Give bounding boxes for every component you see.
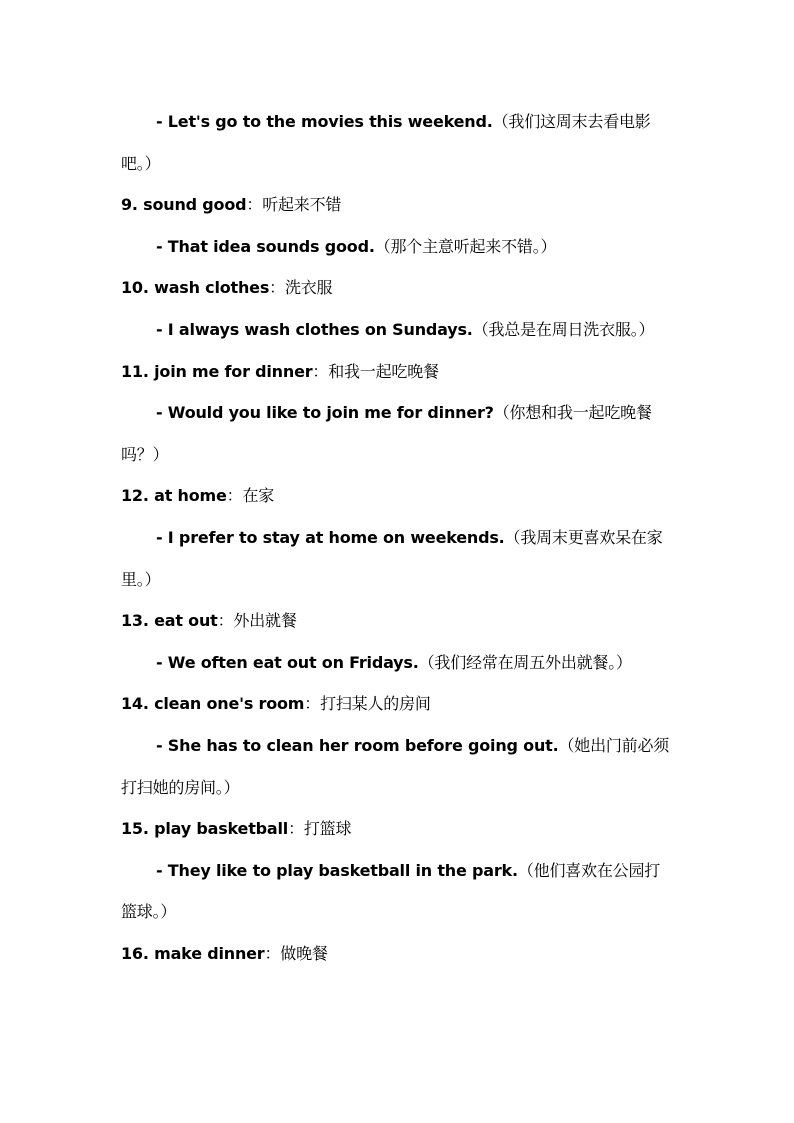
phrase-heading xyxy=(121,351,681,393)
sentence-continuation xyxy=(121,434,681,476)
chinese-text: ：打篮球 xyxy=(288,819,352,839)
phrase-heading xyxy=(121,683,681,725)
chinese-text: ：做晚餐 xyxy=(264,943,328,963)
chinese-text: ：洗衣服 xyxy=(269,278,333,298)
sentence-continuation xyxy=(121,891,681,933)
english-text: 9. sound good xyxy=(121,195,247,215)
chinese-text: （那个主意听起来不错。） xyxy=(374,236,557,256)
sentence-continuation xyxy=(121,143,681,185)
example-sentence xyxy=(121,226,681,268)
chinese-text: （我们经常在周五外出就餐。） xyxy=(418,652,632,672)
english-text: - I always wash clothes on Sundays. xyxy=(156,319,473,339)
english-text: - She has to clean her room before going out. xyxy=(156,735,559,755)
vocabulary-list xyxy=(121,101,681,974)
example-sentence xyxy=(121,725,681,767)
chinese-text: ：外出就餐 xyxy=(217,611,297,631)
english-text: - We often eat out on Fridays. xyxy=(156,652,419,672)
chinese-text: 吧。） xyxy=(121,153,161,173)
chinese-text: ：和我一起吃晚餐 xyxy=(312,361,439,381)
english-text: - That idea sounds good. xyxy=(156,236,375,256)
sentence-continuation xyxy=(121,559,681,601)
example-sentence xyxy=(121,642,681,684)
example-sentence xyxy=(121,309,681,351)
phrase-heading xyxy=(121,933,681,975)
english-text: 10. wash clothes xyxy=(121,278,270,298)
english-text: 15. play basketball xyxy=(121,819,289,839)
chinese-text: （我们这周末去看电影 xyxy=(492,112,651,131)
chinese-text: （你想和我一起吃晚餐 xyxy=(493,403,652,423)
chinese-text: （她出门前必须 xyxy=(558,735,670,755)
phrase-heading xyxy=(121,184,681,226)
chinese-text: （我周末更喜欢呆在家 xyxy=(504,527,663,547)
example-sentence xyxy=(121,101,681,143)
chinese-text: （我总是在周日洗衣服。） xyxy=(472,319,655,339)
phrase-heading xyxy=(121,808,681,850)
chinese-text: ：听起来不错 xyxy=(246,195,342,215)
english-text: - They like to play basketball in the park. xyxy=(156,860,518,880)
chinese-text: 吗？） xyxy=(121,444,169,464)
english-text: - Let's go to the movies this weekend. xyxy=(156,112,493,131)
phrase-heading xyxy=(121,267,681,309)
example-sentence xyxy=(121,850,681,892)
english-text: 11. join me for dinner xyxy=(121,361,313,381)
sentence-continuation xyxy=(121,767,681,809)
english-text: 14. clean one's room xyxy=(121,694,305,714)
example-sentence xyxy=(121,392,681,434)
example-sentence xyxy=(121,517,681,559)
chinese-text: 篮球。） xyxy=(121,902,177,922)
phrase-heading xyxy=(121,600,681,642)
english-text: - Would you like to join me for dinner? xyxy=(156,403,494,423)
english-text: 16. make dinner xyxy=(121,943,265,963)
chinese-text: ：在家 xyxy=(226,486,275,506)
phrase-heading xyxy=(121,475,681,517)
english-text: 13. eat out xyxy=(121,611,218,631)
english-text: 12. at home xyxy=(121,486,227,506)
english-text: - I prefer to stay at home on weekends. xyxy=(156,527,505,547)
chinese-text: 里。） xyxy=(121,569,161,589)
chinese-text: （他们喜欢在公园打 xyxy=(517,860,661,880)
chinese-text: 打扫她的房间。） xyxy=(121,777,240,797)
chinese-text: ：打扫某人的房间 xyxy=(304,694,431,714)
